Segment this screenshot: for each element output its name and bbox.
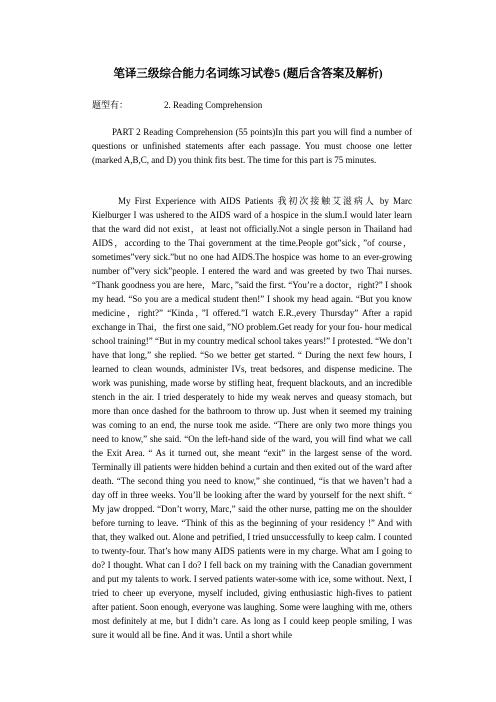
part-instructions: PART 2 Reading Comprehension (55 points)In this part you will find a number of questions or unfinished statements after each passage. You must choose one letter (marked A,B,C, and D) you think fits best. The time for this part is 75 minutes.	[92, 127, 412, 165]
question-type-line	[92, 99, 262, 111]
question-type-value: 2. Reading Comprehension	[164, 100, 263, 110]
passage-title: My First Experience with AIDS Patients 我初次接触艾滋病人	[118, 196, 376, 206]
question-type-label: 题型有：	[92, 100, 129, 110]
document-title: 笔译三级综合能力名词练习试卷5 (题后含答案及解析)	[113, 68, 383, 80]
passage-body: by Marc Kielburger I was ushered to the AIDS ward of a hospice in the slum.I would later learn that the ward did not exist，at least not officially.Not a single person in Thailand had AIDS，according to the Thai government at the time.People got”sick，”of course，sometimes”very sick.”but no one had AIDS.The hospice was home to an ever-growing number of”very sick”people. I entered the ward and was greeted by two Thai nurses. “Thank goodness you are here，Marc，”said the first. “You’re a doctor，right?” I shook my head. “So you are a medical student then!” I shook my head again. “But you know medicine，right?” “Kinda，”I offered.”I watch E.R.,every Thursday” After a rapid exchange in Thai，the first one said，”NO problem.Get ready for your fou- hour medical school training!” “But in my country medical school takes years!” I protested. “We don’t have that long,” she replied. “So we better get started. “ During the next few hours, I learned to clean wounds, administer IVs, treat bedsores, and dispense medicine. The work was punishing, made worse by stifling heat, frequent blackouts, and an incredible stench in the air. I tried desperately to hide my weak nerves and queasy stomach, but more than once dashed for the bathroom to throw up. Just when it seemed my training was coming to an end, the nurse took me aside. “There are only two more things you need to know,” she said. “On the left-hand side of the ward, you will find what we call the Exit Area. “ As it turned out, she meant “exit” in the largest sense of the word. Terminally ill patients were hidden behind a curtain and then exited out of the ward after death. “The second thing you need to know,” she continued, “is that we haven’t had a day off in three weeks. You’ll be looking after the ward by yourself for the next shift. “ My jaw dropped. “Don’t worry, Marc,” said the other nurse, patting me on the shoulder before turning to leave. “Think of this as the beginning of your residency !” And with that, they walked out. Alone and petrified, I tried unsuccessfully to keep calm. I counted to twenty-four. That’s how many AIDS patients were in my charge. What am I going to do? I thought. What can I do? I fell back on my training with the Canadian government and put my talents to work. I served patients water-some with ice, some without. Next, I tried to cheer up everyone, myself included, giving enthusiastic high-fives to patient after patient. Soon enough, everyone was laughing. Some were laughing with me, others most definitely at me, but I didn’t care. As long as I could keep people smiling, I was sure it would all be fine. And it was. Until a short while	[92, 196, 413, 640]
passage	[92, 194, 412, 642]
